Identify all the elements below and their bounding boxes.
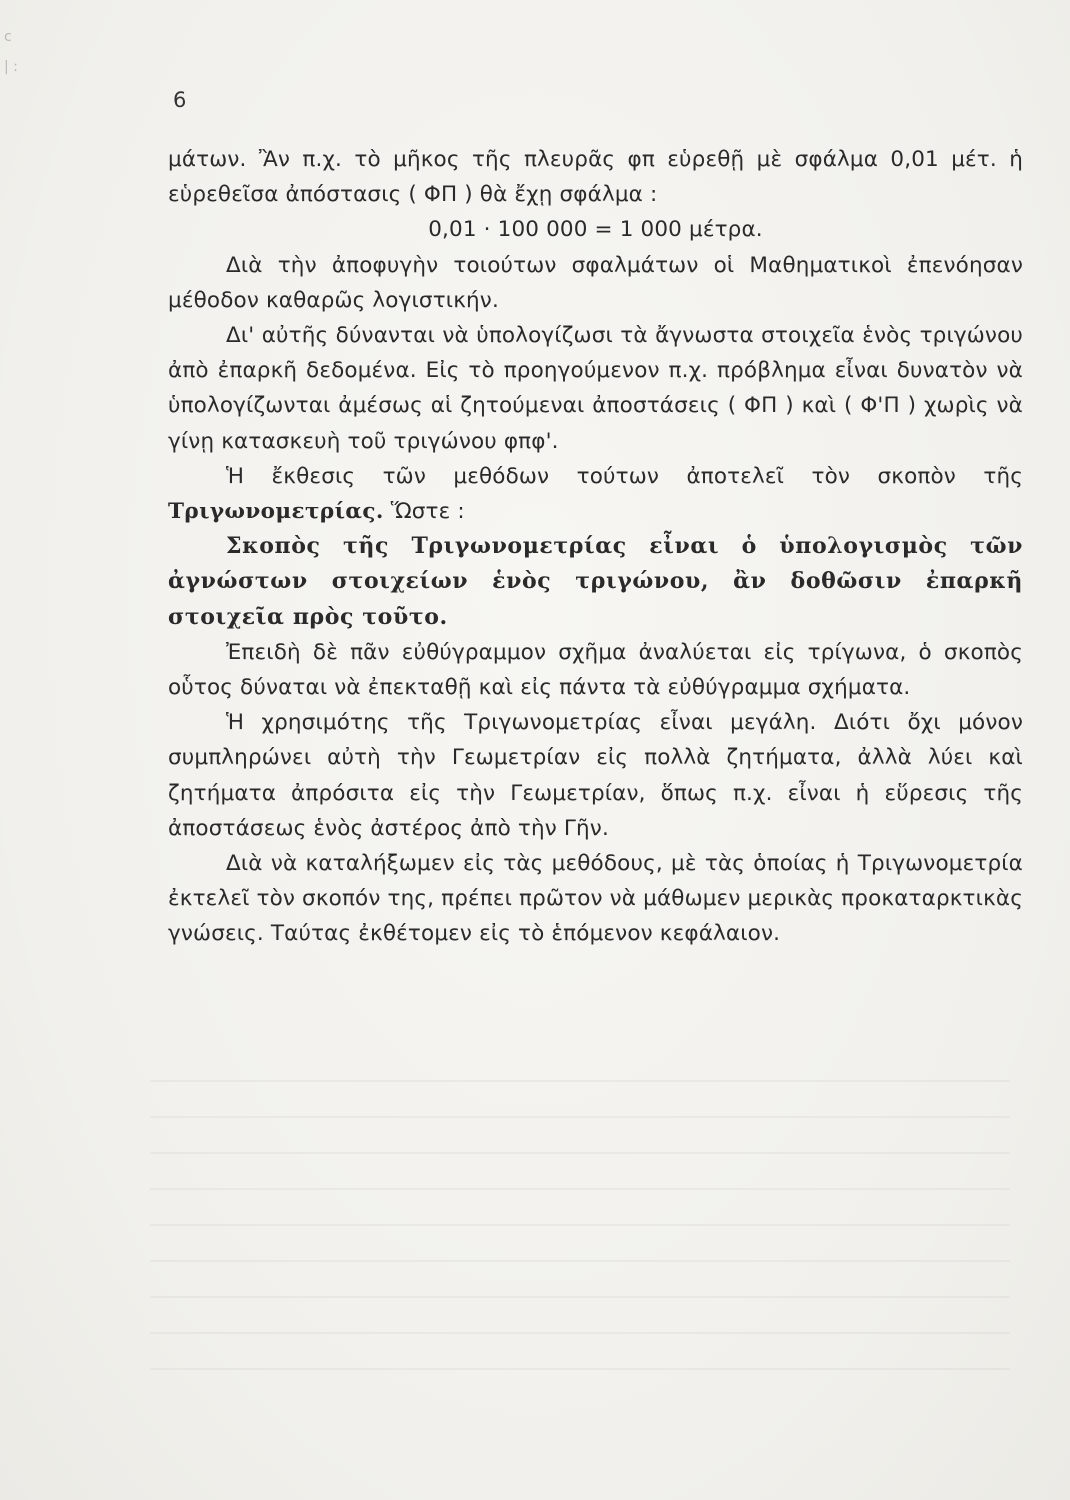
paragraph-1: μάτων. Ἂν π.χ. τὸ μῆκος τῆς πλευρᾶς φπ εὑρεθῇ μὲ σφάλμα 0,01 μέτ. ἡ εὑρεθεῖσα ἀπόστασις ( ΦΠ ) θὰ ἔχῃ σφάλμα : — [168, 147, 1023, 208]
definition-paragraph: Σκοπὸς τῆς Τριγωνομετρίας εἶναι ὁ ὑπολογισμὸς τῶν ἀγνώστων στοιχείων ἑνὸς τριγώνου, ἂν δοθῶσιν ἐπαρκῆ στοιχεῖα πρὸς τοῦτο. — [168, 533, 1023, 630]
page-number: 6 — [173, 88, 187, 112]
paragraph-7: Διὰ νὰ καταλήξωμεν εἰς τὰς μεθόδους, μὲ τὰς ὁποίας ἡ Τριγωνομετρία ἐκτελεῖ τὸν σκοπόν της, πρέπει πρῶτον νὰ μάθωμεν μερικὰς προκαταρκτικὰς γνώσεις. Ταύτας ἐκθέτομεν εἰς τὸ ἑπόμενον κεφάλαιον. — [168, 851, 1023, 947]
formula-line: 0,01 · 100 000 = 1 000 μέτρα. — [428, 217, 763, 243]
margin-mark: c | : — [4, 29, 18, 75]
paragraph-3: Δι' αὐτῆς δύνανται νὰ ὑπολογίζωσι τὰ ἄγνωστα στοιχεῖα ἑνὸς τριγώνου ἀπὸ ἐπαρκῆ δεδομένα. Εἰς τὸ προηγούμενον π.χ. πρόβλημα εἶναι δυνατὸν νὰ ὑπολογίζωνται ἀμέσως αἱ ζητούμεναι ἀποστάσεις ( ΦΠ ) καὶ ( Φ'Π ) χωρὶς νὰ γίνῃ κατασκευὴ τοῦ τριγώνου φπφ'. — [168, 323, 1023, 454]
paragraph-5: Ἐπειδὴ δὲ πᾶν εὐθύγραμμον σχῆμα ἀναλύεται εἰς τρίγωνα, ὁ σκοπὸς οὗτος δύναται νὰ ἐπεκταθῇ καὶ εἰς πάντα τὰ εὐθύγραμμα σχήματα. — [168, 639, 1023, 701]
body-text — [168, 142, 1023, 952]
paragraph-4-start: Ἡ ἔκθεσις τῶν μεθόδων τούτων ἀποτελεῖ τὸν σκοπὸν τῆς — [226, 463, 1023, 489]
paragraph-2: Διὰ τὴν ἀποφυγὴν τοιούτων σφαλμάτων οἱ Μαθηματικοὶ ἐπενόησαν μέθοδον καθαρῶς λογιστικήν. — [168, 252, 1023, 313]
paragraph-6: Ἡ χρησιμότης τῆς Τριγωνομετρίας εἶναι μεγάλη. Διότι ὄχι μόνον συμπληρώνει αὐτὴ τὴν Γεωμετρίαν εἰς πολλὰ ζητήματα, ἀλλὰ λύει καὶ ζητήματα ἀπρόσιτα εἰς τὴν Γεωμετρίαν, ὅπως π.χ. εἶναι ἡ εὕρεσις τῆς ἀποστάσεως ἑνὸς ἀστέρος ἀπὸ τὴν Γῆν. — [168, 710, 1023, 841]
trigonometry-term: Τριγωνομετρίας. — [168, 499, 384, 525]
paragraph-4-end: Ὥστε : — [383, 499, 465, 525]
paragraph-4 — [168, 459, 1023, 529]
show-through-texture — [150, 1080, 1010, 1380]
